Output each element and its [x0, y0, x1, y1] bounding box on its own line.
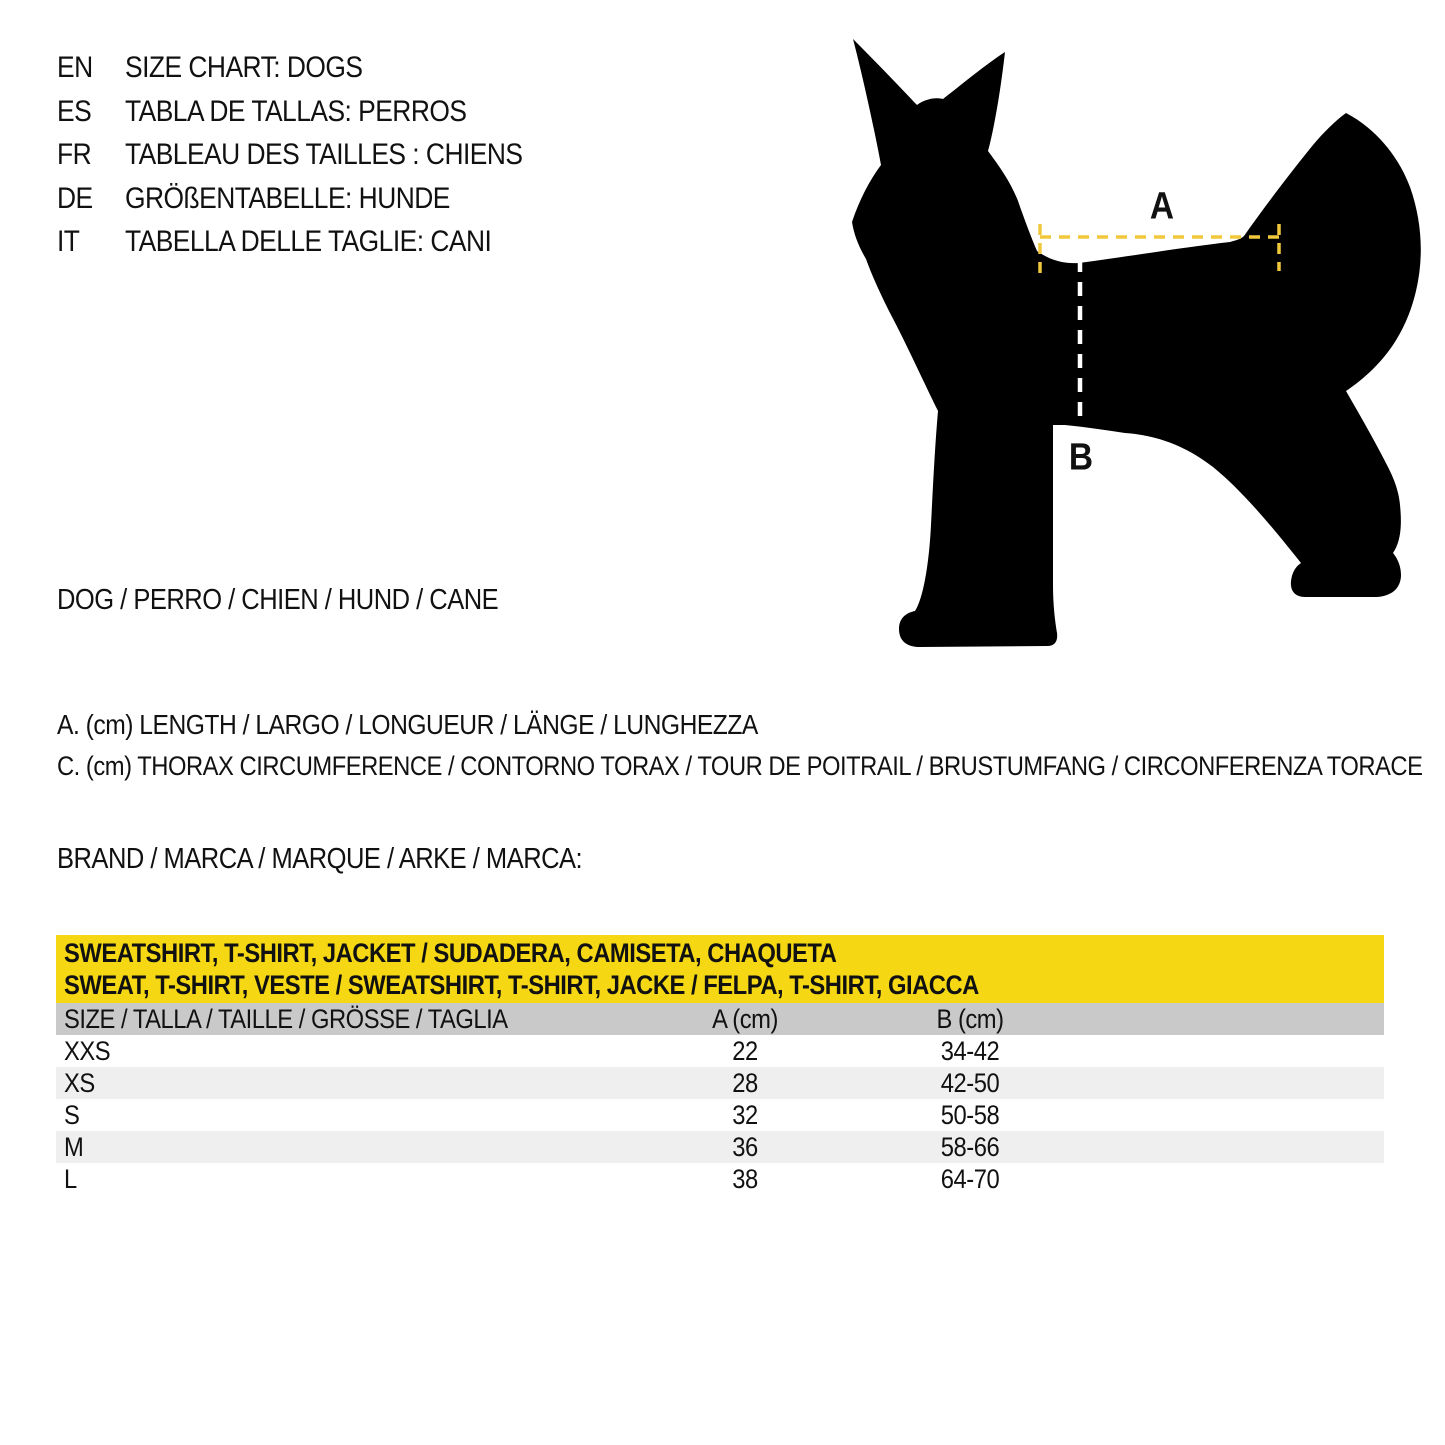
language-title-block	[57, 46, 577, 264]
b-cm-cell: 64-70	[940, 1164, 1000, 1194]
a-cm-cell: 32	[732, 1100, 758, 1130]
table-row	[56, 1163, 1384, 1195]
b-cm-cell: 50-58	[940, 1100, 1000, 1130]
measurement-note-length	[57, 709, 853, 741]
animal-caption-text: DOG / PERRO / CHIEN / HUND / CANE	[57, 584, 499, 616]
b-cm-cell: 42-50	[940, 1068, 1000, 1098]
language-code: IT	[57, 225, 80, 258]
measurement-note-thorax	[57, 751, 1445, 782]
dog-silhouette-icon	[825, 25, 1425, 665]
measurement-b-label: B	[1068, 436, 1094, 479]
size-table-title	[56, 935, 1384, 1003]
size-table-title-text: SWEATSHIRT, T-SHIRT, JACKET / SUDADERA, CAMISETA, CHAQUETA	[64, 938, 837, 968]
language-code: FR	[57, 138, 92, 171]
size-cell: S	[64, 1100, 80, 1130]
measurement-note-thorax-text: C. (cm) THORAX CIRCUMFERENCE / CONTORNO TORAX / TOUR DE POITRAIL / BRUSTUMFANG / CIRCONFERENZA TORACE	[57, 751, 1423, 781]
b-cm-cell: 58-66	[940, 1132, 1000, 1162]
measurement-note-length-text: A. (cm) LENGTH / LARGO / LONGUEUR / LÄNGE / LUNGHEZZA	[57, 709, 758, 740]
size-table-title-text: SWEAT, T-SHIRT, VESTE / SWEATSHIRT, T-SHIRT, JACKE / FELPA, T-SHIRT, GIACCA	[64, 970, 979, 1000]
a-cm-cell: 22	[732, 1036, 758, 1066]
a-cm-cell: 38	[732, 1164, 758, 1194]
brand-label	[57, 843, 654, 876]
a-cm-cell: 36	[732, 1132, 758, 1162]
language-row	[57, 46, 577, 90]
table-row	[56, 1067, 1384, 1099]
size-cell: M	[64, 1132, 84, 1162]
language-code: DE	[57, 181, 93, 215]
language-row	[57, 90, 577, 134]
column-header-b-cm: B (cm)	[936, 1004, 1004, 1034]
b-cm-cell: 34-42	[940, 1036, 1000, 1066]
language-title: GRÖßENTABELLE: HUNDE	[125, 181, 450, 215]
language-title: TABLA DE TALLAS: PERROS	[125, 94, 467, 128]
language-title: TABLEAU DES TAILLES : CHIENS	[125, 138, 523, 171]
column-header-size: SIZE / TALLA / TAILLE / GRÖSSE / TAGLIA	[64, 1004, 508, 1034]
language-row	[57, 220, 577, 264]
language-row	[57, 177, 577, 221]
measurement-a-label: A	[1149, 185, 1175, 228]
size-cell: L	[64, 1164, 77, 1194]
size-table	[56, 935, 1384, 1195]
a-cm-cell: 28	[732, 1068, 758, 1098]
size-table-header-row	[56, 1003, 1384, 1035]
size-table-title-line	[64, 969, 1384, 1001]
language-code: ES	[57, 94, 92, 128]
size-cell: XS	[64, 1068, 95, 1098]
brand-label-text: BRAND / MARCA / MARQUE / ARKE / MARCA:	[57, 843, 583, 875]
language-title: SIZE CHART: DOGS	[125, 51, 363, 84]
language-code: EN	[57, 51, 93, 84]
table-row	[56, 1035, 1384, 1067]
language-row	[57, 133, 577, 177]
table-row	[56, 1131, 1384, 1163]
size-table-title-line	[64, 937, 1384, 969]
column-header-a-cm: A (cm)	[712, 1004, 778, 1034]
table-row	[56, 1099, 1384, 1131]
animal-caption	[57, 584, 558, 617]
size-cell: XXS	[64, 1036, 111, 1066]
language-title: TABELLA DELLE TAGLIE: CANI	[125, 225, 492, 258]
